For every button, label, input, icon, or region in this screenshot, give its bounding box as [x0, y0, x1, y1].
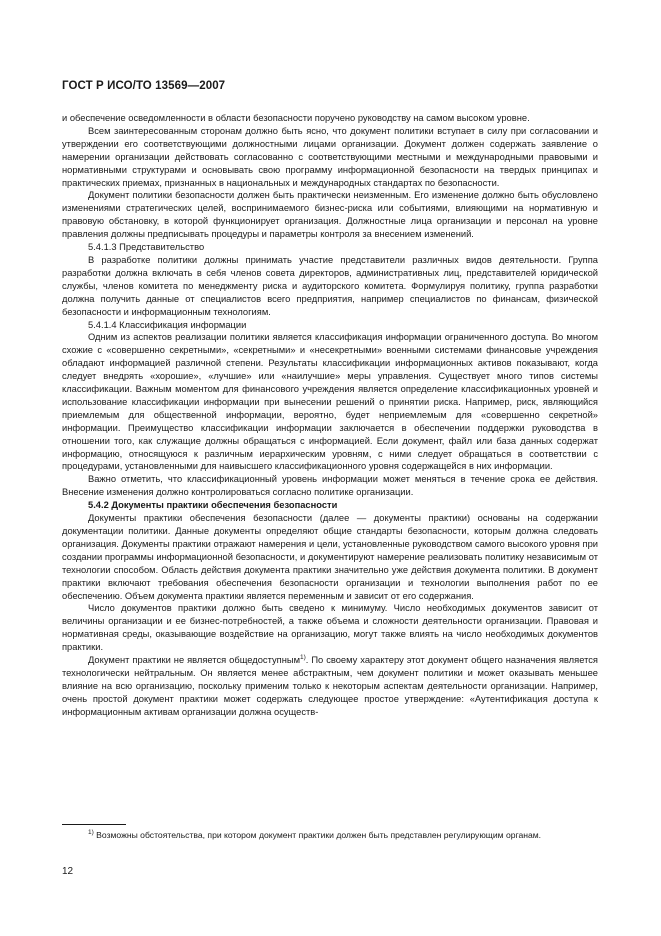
paragraph: Документ политики безопасности должен быть практически неизменным. Его изменение должно быть обусловлено изменениями стратегических целей, воспринимаемого бизнес-риска или событиями, влияющими на нормативную и правовую обстановку, в которой функционирует организация. Должностные лица организации и персонал на уровне правления должны предписывать процедуры и параметры контроля за внесением изменений.	[62, 190, 598, 240]
paragraph: Число документов практики должно быть сведено к минимуму. Число необходимых документов зависит от величины организации и ее бизнес-потребностей, а также объема и сложности деятельности организации. Правовая и нормативная среды, оказывающие воздействие на организацию, могут также влиять на число необходимых документов практики.	[62, 603, 598, 653]
paragraph: и обеспечение осведомленности в области безопасности поручено руководству на самом высоком уровне.	[62, 113, 530, 123]
section-heading: 5.4.1.4 Классификация информации	[88, 319, 247, 330]
paragraph-list	[62, 112, 598, 654]
last-paragraph	[62, 654, 598, 719]
paragraph: Важно отметить, что классификационный уровень информации может меняться в течение срока ее действия. Внесение изменения должно контролироваться согласно политике организации.	[62, 474, 598, 498]
document-body	[62, 112, 598, 719]
paragraph: В разработке политики должны принимать участие представители различных видов деятельности. Группа разработки должна включать в себя членов совета директоров, административных лиц, представителей юридической службы, членов комитета по менеджменту риска и аудиторского комитета. Формулируя политику, группа разработки должна получить данные от специалистов всего предприятия, например специалистов по финансам, физической безопасности и информационным технологиям.	[62, 254, 598, 317]
section-heading: 5.4.1.3 Представительство	[88, 242, 205, 253]
last-paragraph-end: . По своему характеру этот документ общего назначения является технологически нейтральным. Он является менее абстрактным, чем документ политики и может оказывать меньшее влияние на всю организацию, поскольку применим только к некоторым аспектам деятельности организации. Например, очень простой документ практики может содержать следующее простое утверждение: «Аутентификация доступа к информационным активам организации должна осуществ-	[62, 655, 598, 717]
document-header: ГОСТ Р ИСО/ТО 13569—2007	[62, 80, 226, 92]
footnote-text: Возможны обстоятельства, при котором документ практики должен быть представлен регулирующим органам.	[93, 830, 542, 840]
page-number: 12	[62, 866, 74, 877]
last-paragraph-start: Документ практики не является общедоступным	[88, 655, 301, 666]
footnote-divider	[62, 824, 126, 825]
footnote-mark: 1)	[88, 829, 94, 837]
paragraph: Всем заинтересованным сторонам должно быть ясно, что документ политики вступает в силу при согласовании и утверждении его соответствующими должностными лицами организации. Документ должен содержать заявление о намерении организации действовать согласованно с соответствующими местными и международными правовыми и нормативными структурами и основывать свою программу информационной безопасности на твердых принципах и практических приемах, признанных в национальных и международных стандартах по безопасности.	[62, 125, 598, 188]
footnote-reference[interactable]: 1)	[300, 653, 306, 661]
paragraph: Одним из аспектов реализации политики является классификация информации ограниченного доступа. Во многом схожие с «совершенно секретными», «секретными» и «несекретными» военными системами финансовые учреждения обладают информацией различной степени. Результаты классификации информационных активов показывают, когда следует внедрять «хорошие», «лучшие» или «наилучшие» меры управления. Существует много типов системы классификации. Важным моментом для финансового учреждения является определение классификационных уровней и использование классификации информации при вынесении решений о принятии риска. Например, риск, являющийся приемлемым для общественной информации, вероятно, будет неприемлемым для «совершенно секретной» информации. Преимущество классификации информации заключается в обеспечении поддержки руководства в отношении того, как служащие должны обращаться с информацией. Если документ, файл или база данных содержат информацию, относящуюся к различным иерархическим уровням, с ними следует обращаться в соответствии с процедурами, установленными для наивысшего классификационного уровня содержащейся в них информации.	[62, 332, 598, 472]
section-heading: 5.4.2 Документы практики обеспечения безопасности	[88, 500, 338, 511]
footnote	[62, 829, 598, 841]
paragraph: Документы практики обеспечения безопасности (далее — документы практики) основаны на содержании документации политики. Данные документы определяют общие стандарты безопасности, которым должна следовать организация. Документы практики отражают намерения и цели, установленные руководством самого высокого уровня при создании программы информационной безопасности, и документируют намерение реализовать политику независимым от технологии способом. Область действия документа практики значительно уже действия документа политики. В документ практики включают требования обеспечения безопасности организации и технологии выполнения работ по ее обеспечению. Объем документа практики является переменным и зависит от его содержания.	[62, 513, 598, 601]
